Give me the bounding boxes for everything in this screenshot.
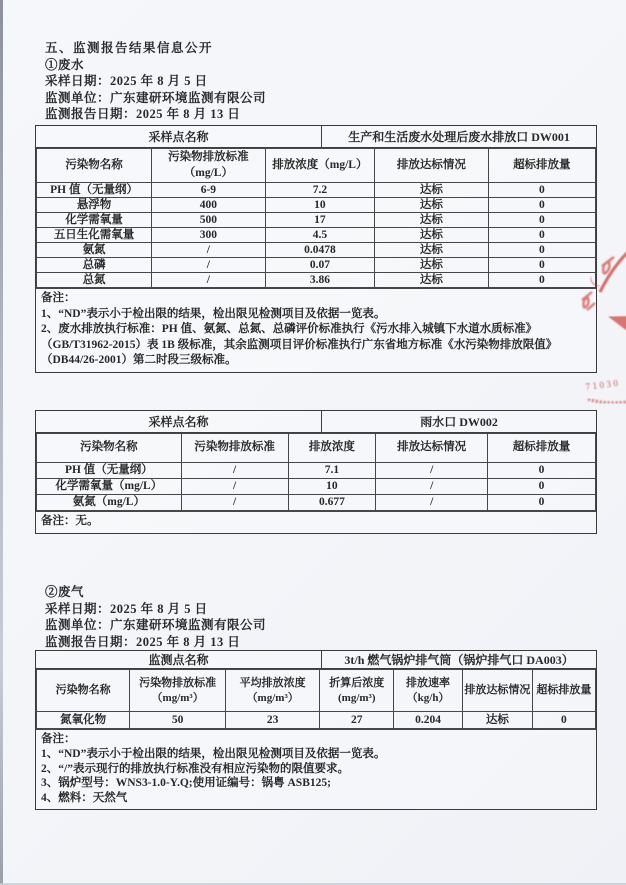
column-header: 污染物排放标准: [181, 434, 288, 463]
boiler-exhaust-da003-table: [35, 650, 597, 810]
sampling-point-row: [36, 126, 596, 148]
table-cell: 27: [320, 712, 394, 729]
table-cell: 10: [265, 198, 375, 213]
wastewater-dw001-table: [35, 125, 597, 373]
exhaust-subsection-label: ②废气: [45, 585, 85, 599]
column-header: 折算后浓度(mg/m³): [320, 670, 394, 712]
table-cell: 6-9: [152, 183, 265, 198]
table-cell: 0: [488, 198, 595, 213]
table-cell: 化学需氧量: [37, 213, 152, 228]
table-cell: 0: [488, 463, 596, 479]
sampling-point-value: 雨水口 DW002: [420, 415, 498, 429]
sampling-date-line: 采样日期：2025 年 8 月 5 日: [45, 601, 208, 616]
table-row: [37, 712, 596, 729]
pollutant-table: [36, 669, 596, 729]
monitoring-unit-line: 监测单位：广东建研环境监测有限公司: [45, 90, 267, 105]
exhaust-gas-section-header: [45, 584, 585, 650]
column-header: 超标排放量: [532, 670, 595, 712]
table-cell: /: [152, 258, 265, 273]
table-row: [37, 213, 596, 228]
table-header-row: [37, 149, 596, 183]
table-cell: 氨氮（mg/L）: [37, 495, 182, 511]
table-header-row: [37, 670, 596, 712]
column-header: 排放速率（kg/h）: [394, 670, 463, 712]
table-cell: 400: [152, 198, 265, 213]
official-seal-stamp: [560, 240, 626, 440]
table-cell: /: [181, 463, 288, 479]
table-cell: /: [181, 479, 288, 495]
table-row: [37, 228, 596, 243]
table-cell: 300: [152, 228, 265, 243]
table-cell: 化学需氧量（mg/L）: [37, 479, 182, 495]
note-line: 2、废水排放执行标准：PH 值、氨氮、总氮、总磷评价标准执行《污水排入城镇下水道水质标准》（GB/T31962-2015）表 1B 级标准，其余监测项目评价标准执行广东省地方标准《水污染物排放限值》（DB44/26-2001）第二时段三级标准。: [41, 323, 558, 367]
column-header: 超标排放量: [488, 434, 596, 463]
table-cell: 达标: [375, 183, 488, 198]
wastewater-section-header: [45, 40, 585, 123]
sampling-point-label: 采样点名称: [36, 126, 322, 147]
table-cell: 氨氮: [37, 243, 152, 258]
table-cell: /: [376, 495, 488, 511]
table-row: [37, 463, 596, 479]
column-header: 排放达标情况: [376, 434, 488, 463]
monitoring-point-label: 监测点名称: [36, 651, 322, 668]
table-cell: /: [181, 495, 288, 511]
table-cell: 氮氧化物: [37, 712, 130, 729]
note-line: 1、“ND”表示小于检出限的结果，检出限见检测项目及依据一览表。: [41, 307, 386, 320]
table-cell: 3.86: [265, 273, 375, 288]
column-header: 污染物排放标准（mg/m³）: [130, 670, 226, 712]
table-cell: 0: [488, 273, 595, 288]
table-cell: 500: [152, 213, 265, 228]
table-row: [37, 198, 596, 213]
note-line: 备注：: [41, 733, 76, 745]
table-cell: 0: [488, 228, 595, 243]
column-header: 污染物名称: [37, 434, 182, 463]
wastewater-subsection-label: ①废水: [45, 57, 85, 72]
table-row: [37, 273, 596, 288]
table-cell: 17: [265, 213, 375, 228]
table-cell: /: [376, 479, 488, 495]
table-cell: 0.0478: [265, 243, 375, 258]
column-header: 排放达标情况: [375, 149, 488, 183]
table-cell: 五日生化需氧量: [37, 228, 152, 243]
table-cell: 达标: [462, 712, 532, 729]
table-cell: 23: [225, 712, 319, 729]
table-cell: 达标: [375, 273, 488, 288]
column-header: 污染物名称: [37, 670, 130, 712]
table-cell: 总磷: [37, 258, 152, 273]
pollutant-table: [36, 148, 596, 288]
sampling-date-line: 采样日期：2025 年 8 月 5 日: [45, 74, 208, 88]
table-cell: 0.07: [265, 258, 375, 273]
table-cell: 达标: [375, 213, 488, 228]
table-cell: 0: [488, 243, 595, 258]
table-row: [37, 258, 596, 273]
table-cell: /: [152, 273, 265, 288]
table-cell: 达标: [375, 228, 488, 243]
table-cell: PH 值（无量纲）: [37, 183, 152, 198]
table-notes: [36, 511, 596, 533]
seal-star-icon: [608, 275, 626, 384]
table-cell: 0.677: [288, 495, 376, 511]
column-header: 污染物排放标准（mg/L）: [152, 149, 265, 183]
note-line: 2、“/”表示现行的排放执行标准没有相应污染物的限值要求。: [41, 762, 349, 775]
seal-bottom-arc-text-blur: [588, 399, 626, 403]
rainwater-dw002-table: [35, 410, 597, 534]
table-cell: PH 值（无量纲）: [37, 463, 182, 479]
table-cell: 7.2: [265, 183, 375, 198]
note-line: 备注：: [41, 292, 76, 304]
table-row: [37, 183, 596, 198]
report-date-line: 监测报告日期：2025 年 8 月 13 日: [45, 634, 241, 649]
table-notes: [36, 729, 596, 809]
table-cell: 0: [488, 258, 595, 273]
sampling-point-label: 采样点名称: [36, 411, 322, 432]
note-line: 1、“ND”表示小于检出限的结果，检出限见检测项目及依据一览表。: [41, 747, 386, 760]
table-cell: 0: [488, 213, 595, 228]
table-cell: 0: [488, 479, 596, 495]
table-cell: 50: [130, 712, 226, 729]
note-line: 3、锅炉型号：WNS3-1.0-Y.Q;使用证编号：锅粤 ASB125;: [41, 777, 331, 790]
table-header-row: [37, 434, 596, 463]
table-cell: 10: [288, 479, 376, 495]
column-header: 平均排放浓度（mg/m³）: [225, 670, 319, 712]
column-header: 排放浓度（mg/L）: [265, 149, 375, 183]
column-header: 污染物名称: [37, 149, 152, 183]
sampling-point-row: [36, 411, 596, 433]
table-cell: 0: [488, 183, 595, 198]
report-date-line: 监测报告日期：2025 年 8 月 13 日: [45, 107, 241, 121]
table-row: [37, 243, 596, 258]
monitoring-point-row: [36, 651, 596, 669]
page-title: 五、监测报告结果信息公开: [45, 41, 214, 55]
table-row: [37, 479, 596, 495]
table-notes: [36, 288, 596, 372]
sampling-point-value: 生产和生活废水处理后废水排放口 DW001: [348, 130, 570, 144]
table-row: [37, 495, 596, 511]
table-cell: 达标: [375, 258, 488, 273]
monitoring-unit-line: 监测单位：广东建研环境监测有限公司: [45, 618, 267, 632]
note-line: 4、燃料：天然气: [41, 792, 128, 805]
column-header: 排放达标情况: [462, 670, 532, 712]
table-cell: 达标: [375, 198, 488, 213]
column-header: 排放浓度: [288, 434, 376, 463]
seal-code-digits: 71030: [585, 377, 621, 392]
pollutant-table: [36, 433, 596, 511]
note-line: 备注：无。: [41, 515, 99, 527]
table-cell: /: [152, 243, 265, 258]
table-cell: 4.5: [265, 228, 375, 243]
table-cell: /: [376, 463, 488, 479]
table-cell: 0: [488, 495, 596, 511]
table-cell: 悬浮物: [37, 198, 152, 213]
monitoring-point-value: 3t/h 燃气锅炉排气筒（锅炉排气口 DA003）: [344, 653, 574, 667]
scan-left-edge-shadow: [0, 0, 3, 885]
column-header: 超标排放量: [488, 149, 595, 183]
table-cell: 0.204: [394, 712, 463, 729]
seal-paren-glyph: （: [582, 276, 603, 297]
table-cell: 总氮: [37, 273, 152, 288]
table-cell: 7.1: [288, 463, 376, 479]
table-cell: 达标: [375, 243, 488, 258]
table-cell: 0: [532, 712, 595, 729]
